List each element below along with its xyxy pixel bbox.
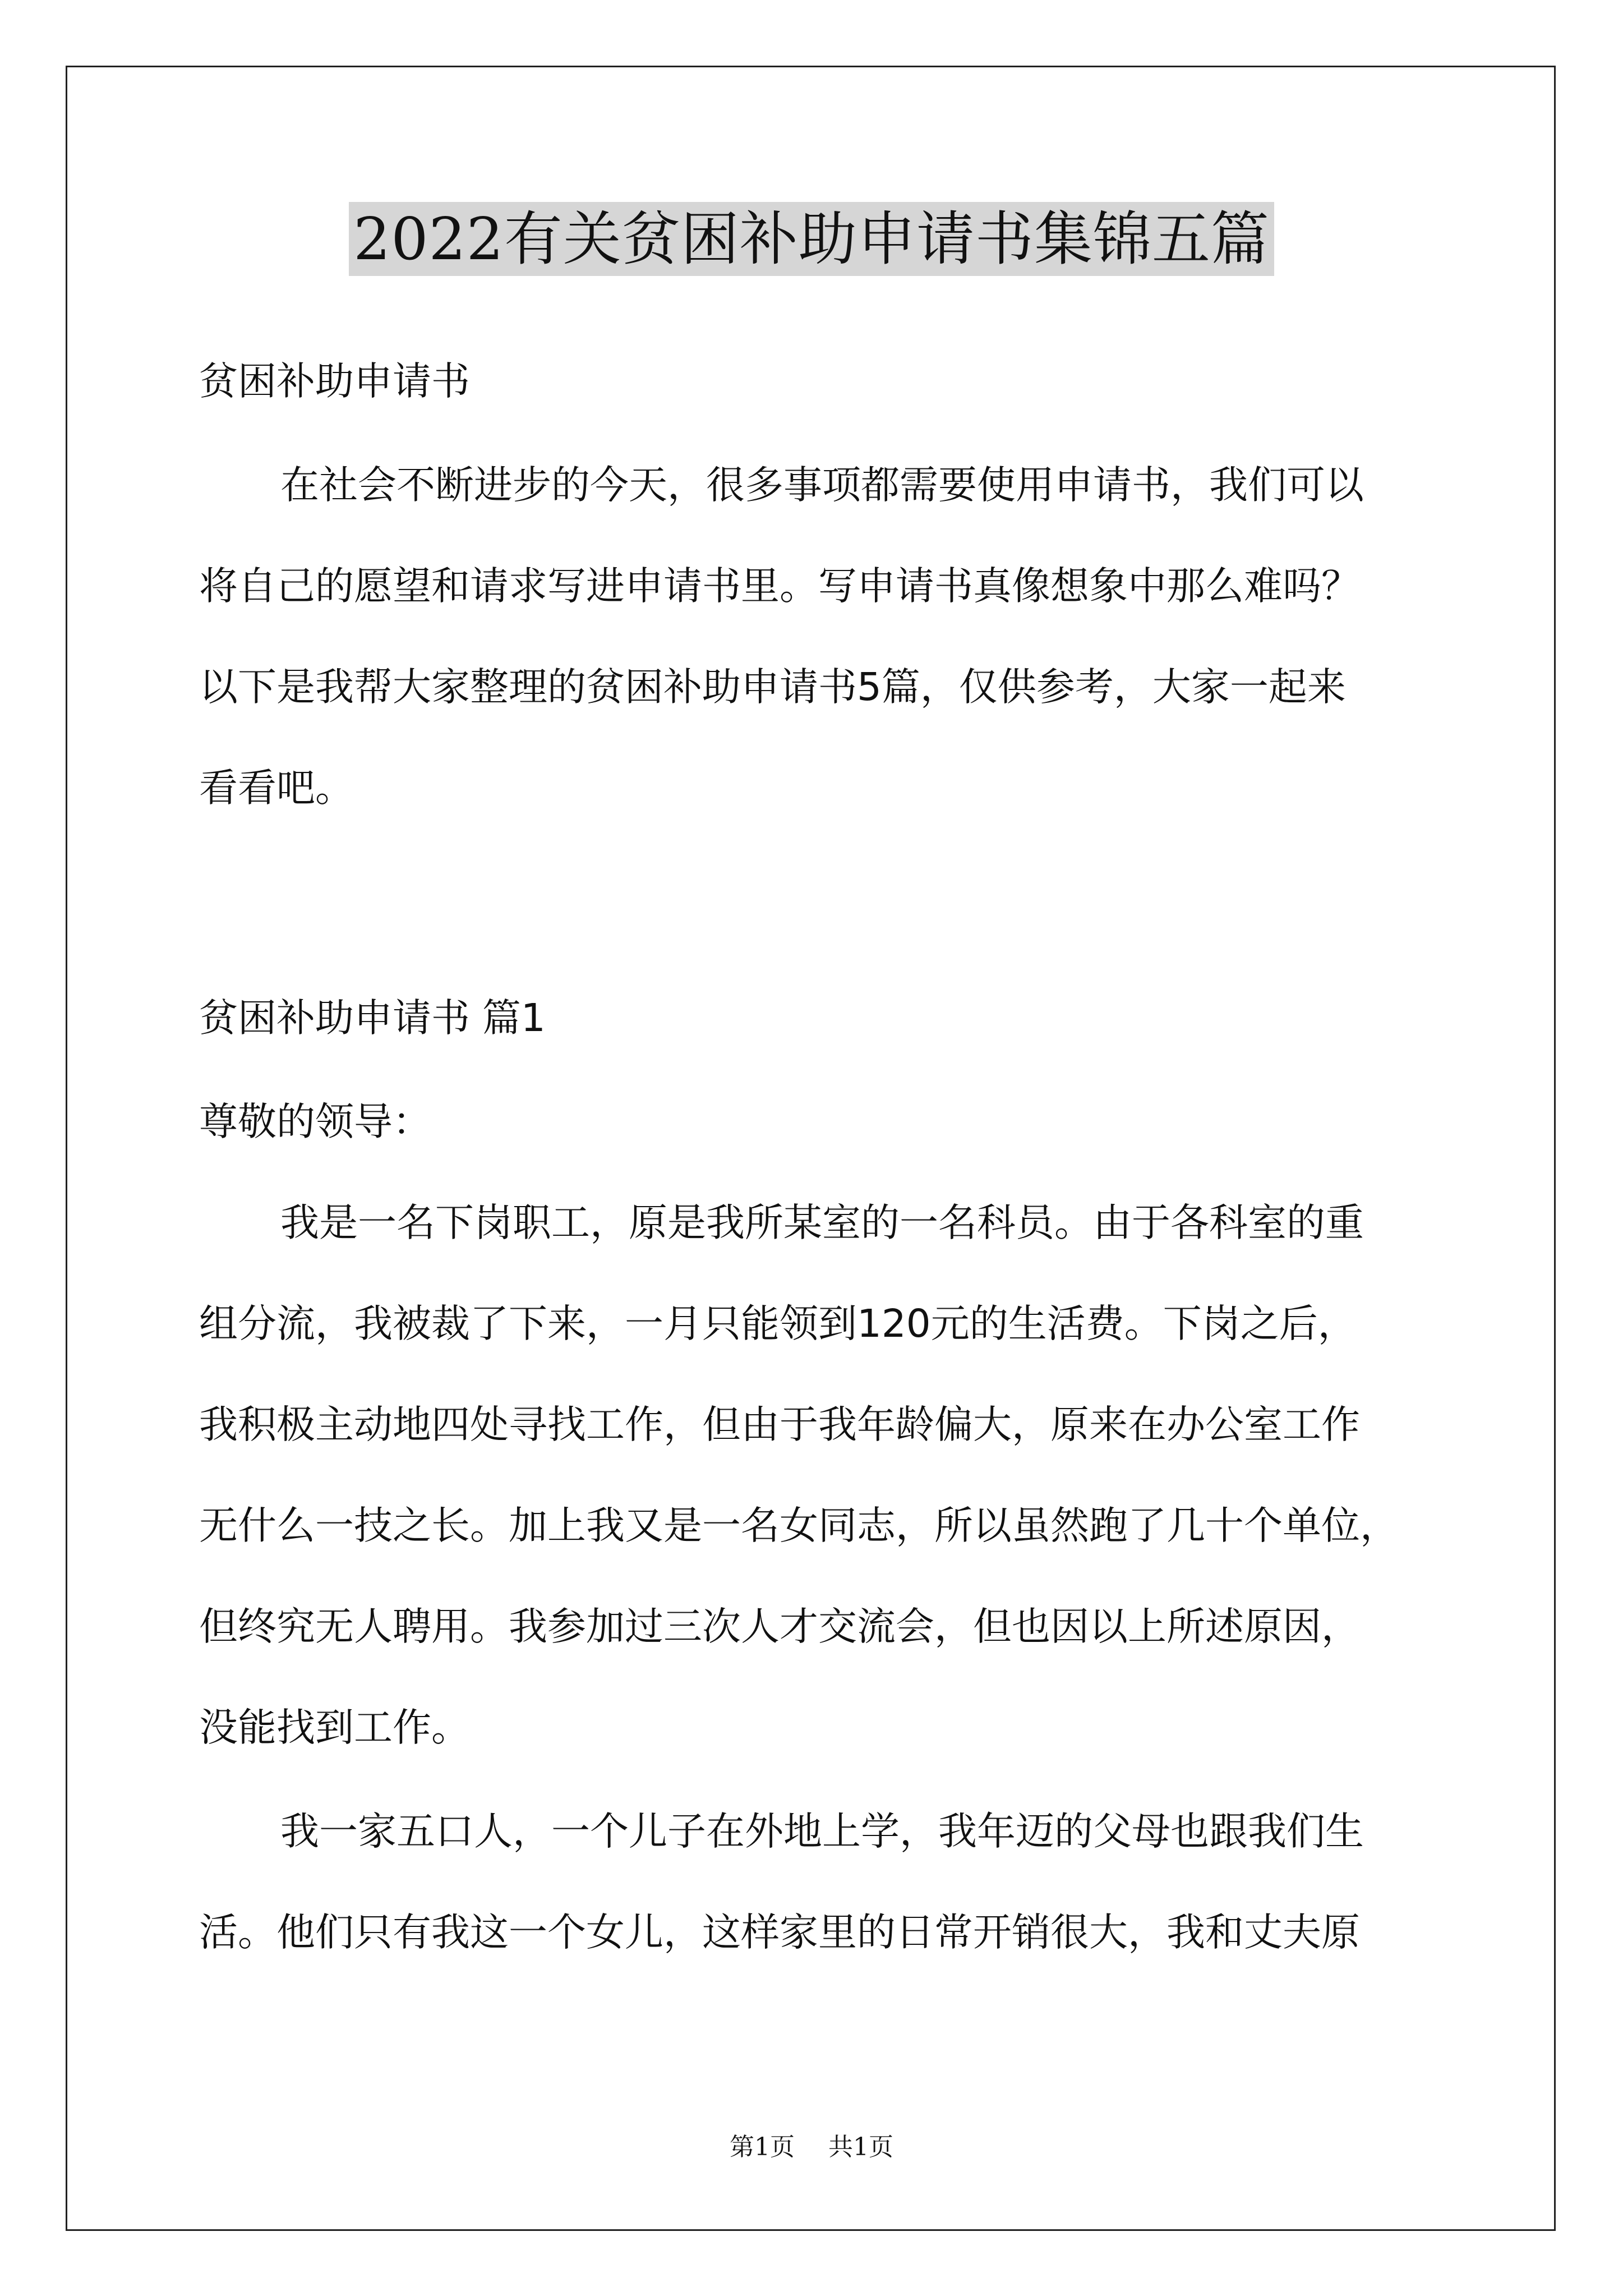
- paragraph-line: 以下是我帮大家整理的贫困补助申请书5篇，仅供参考，大家一起来: [199, 665, 1346, 710]
- paragraph-line: 我是一名下岗职工，原是我所某室的一名科员。由于各科室的重: [280, 1200, 1364, 1245]
- paragraph-line: 我积极主动地四处寻找工作，但由于我年龄偏大，原来在办公室工作: [199, 1402, 1360, 1447]
- paragraph-line: 没能找到工作。: [199, 1705, 470, 1750]
- title-container: [0, 202, 1623, 276]
- salutation: 尊敬的领导：: [199, 1099, 431, 1144]
- paragraph-line: 组分流，我被裁了下来，一月只能领到120元的生活费。下岗之后，: [199, 1301, 1357, 1346]
- section-heading: 贫困补助申请书: [199, 359, 470, 404]
- paragraph-line: 但终究无人聘用。我参加过三次人才交流会，但也因以上所述原因，: [199, 1604, 1360, 1649]
- paragraph-line: 将自己的愿望和请求写进申请书里。写申请书真像想象中那么难吗？: [199, 564, 1360, 609]
- paragraph-line: 看看吧。: [199, 766, 354, 811]
- paragraph-line: 活。他们只有我这一个女儿，这样家里的日常开销很大，我和丈夫原: [199, 1910, 1360, 1955]
- paragraph-line: 无什么一技之长。加上我又是一名女同志，所以虽然跑了几十个单位，: [199, 1503, 1399, 1548]
- paragraph-line: 我一家五口人，一个儿子在外地上学，我年迈的父母也跟我们生: [280, 1809, 1364, 1854]
- page-footer: [0, 2131, 1623, 2164]
- paragraph-line: 在社会不断进步的今天，很多事项都需要使用申请书，我们可以: [280, 463, 1364, 508]
- page-total: 共1页: [828, 2133, 893, 2161]
- section-heading: 贫困补助申请书 篇1: [199, 996, 546, 1041]
- page-number: 第1页: [730, 2133, 795, 2161]
- document-title: 2022有关贫困补助申请书集锦五篇: [349, 202, 1274, 276]
